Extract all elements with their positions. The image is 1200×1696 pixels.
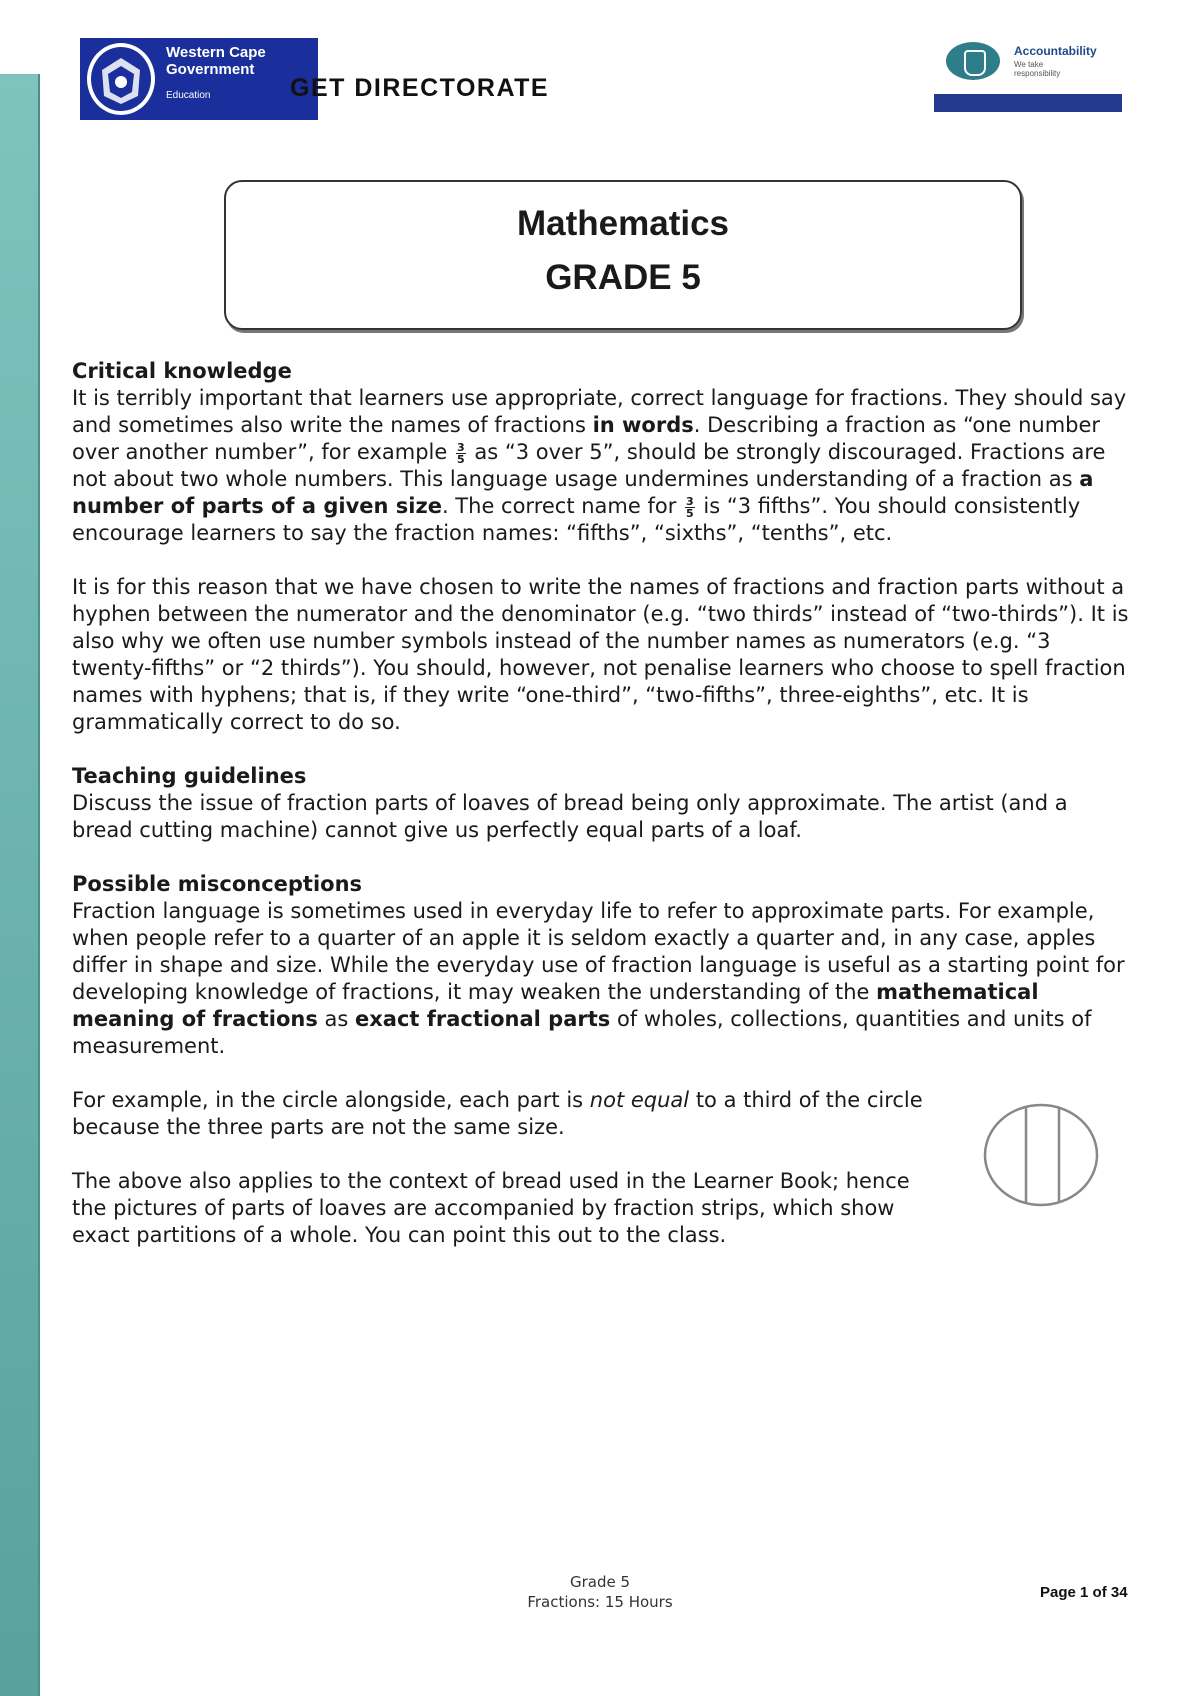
title-box — [224, 180, 1022, 330]
document-body — [72, 358, 1134, 1276]
bold-text: mathematical meaning of fractions — [72, 980, 1039, 1031]
text: to a third of the circle because the three parts are not the same size. — [72, 1088, 923, 1139]
logo-line-3: Education — [166, 90, 211, 101]
accountability-subtitle — [1014, 60, 1060, 78]
bold-text: a number of parts of a given size — [72, 467, 1094, 518]
fraction-three-fifths — [685, 496, 695, 519]
accountability-title: Accountability — [1014, 44, 1097, 58]
teaching-guidelines-text: Discuss the issue of fraction parts of loaves of bread being only approximate. The artist (and a bread cutting machine) cannot give us perfectly equal parts of a loaf. — [72, 791, 1068, 842]
denominator: 5 — [457, 452, 465, 466]
coat-of-arms-icon — [80, 38, 162, 120]
accountability-sub-line2: responsibility — [1014, 69, 1061, 78]
text: is “3 fifths”. You should consistently encourage learners to say the fraction names: “fifths”, “sixths”, “tenths”, etc. — [72, 494, 1081, 545]
hyphen-paragraph: It is for this reason that we have chosen to write the names of fractions and fraction parts without a hyphen between the numerator and the denominator (e.g. “two thirds” instead of “two-thirds”). It is also why we often use number symbols instead of the number names as numerators (e.g. “3 twenty-fifths” or “2 thirds”). You should, however, not penalise learners who choose to spell fraction names with hyphens; that is, if they write “one-third”, “two-fifths”, three-eighths”, etc. It is grammatically correct to do so. — [72, 575, 1129, 734]
unequal-parts-circle — [982, 1100, 1104, 1210]
western-cape-government-logo — [80, 38, 318, 120]
bold-text: in words — [592, 413, 694, 437]
page-number: Page 1 of 34 — [1040, 1584, 1128, 1601]
critical-knowledge-heading: Critical knowledge — [72, 359, 292, 383]
logo-line-1: Western Cape — [166, 44, 266, 61]
accountability-logo — [932, 38, 1122, 118]
numerator: 3 — [686, 494, 694, 508]
text: as “3 over 5”, should be strongly discouraged. Fractions are not about two whole numbers. This language usage undermines understanding of a fraction as — [72, 440, 1106, 491]
side-accent-bar — [0, 74, 40, 1696]
teaching-guidelines-section — [72, 763, 1134, 844]
circle-outline — [985, 1105, 1097, 1205]
text: It is terribly important that learners use appropriate, correct language for fractions. They should say and sometimes also write the names of fractions — [72, 386, 1127, 437]
hand-icon — [946, 42, 1000, 80]
logo-text — [162, 38, 266, 120]
critical-knowledge-section — [72, 358, 1134, 547]
accountability-strip — [934, 94, 1122, 112]
bread-paragraph: The above also applies to the context of bread used in the Learner Book; hence the pictures of parts of loaves are accompanied by fraction strips, which show exact partitions of a whole. You can point this out to the class. — [72, 1169, 910, 1247]
footer — [0, 1572, 1200, 1612]
footer-grade: Grade 5 — [569, 1573, 631, 1591]
grade-title: GRADE 5 — [545, 258, 701, 297]
misconceptions-heading: Possible misconceptions — [72, 872, 363, 896]
denominator: 5 — [686, 506, 694, 520]
accountability-sub-line1: We take — [1014, 60, 1044, 69]
directorate-title: GET DIRECTORATE — [290, 74, 550, 102]
text: as — [317, 1007, 356, 1031]
text: For example, in the circle alongside, each part is — [72, 1088, 590, 1112]
text: . Describing a fraction as “one number over another number”, for example — [72, 413, 1101, 464]
italic-text: not equal — [589, 1088, 690, 1112]
bold-text: exact fractional parts — [355, 1007, 611, 1031]
text: of wholes, collections, quantities and units of measurement. — [72, 1007, 1092, 1058]
subject-title: Mathematics — [516, 204, 730, 243]
text: . The correct name for — [441, 494, 684, 518]
logo-line-2: Government — [166, 61, 255, 78]
text: Fraction language is sometimes used in everyday life to refer to approximate parts. For example, when people refer to a quarter of an apple it is seldom exactly a quarter and, in any case, apples differ in shape and size. While the everyday use of fraction language is useful as a starting point for developing knowledge of fractions, it may weaken the understanding of the — [72, 899, 1125, 1004]
fraction-three-fifths — [456, 442, 466, 465]
teaching-guidelines-heading: Teaching guidelines — [72, 764, 307, 788]
circle-example-paragraph — [72, 1087, 942, 1141]
footer-topic: Fractions: 15 Hours — [527, 1593, 673, 1611]
misconceptions-section — [72, 871, 1134, 1060]
numerator: 3 — [457, 440, 465, 454]
